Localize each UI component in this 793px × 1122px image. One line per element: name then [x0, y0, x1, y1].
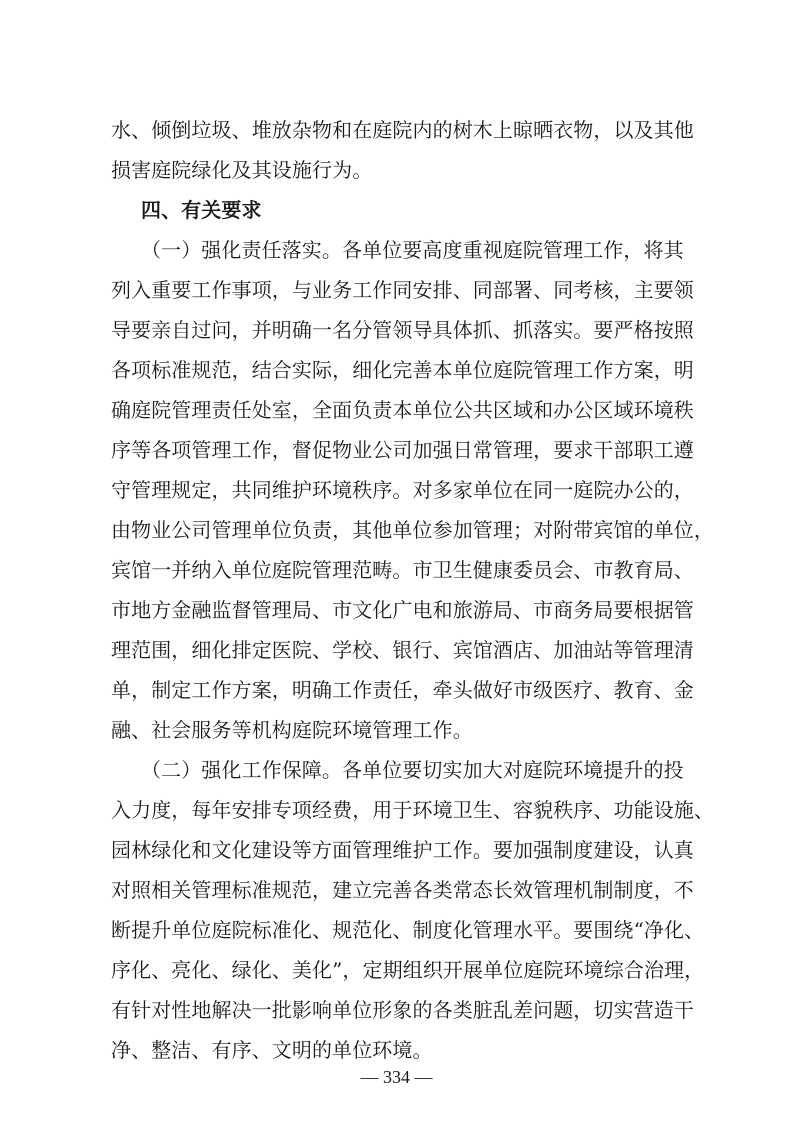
body-text-line: 净、整洁、有序、文明的单位环境。: [111, 1038, 433, 1062]
section-heading: 四、有关要求: [141, 198, 262, 222]
page-number: — 334 —: [360, 1067, 433, 1087]
body-text-line: 融、社会服务等机构庭院环境管理工作。: [111, 718, 473, 742]
body-text-line: 序等各项管理工作，督促物业公司加强日常管理，要求干部职工遵: [111, 438, 694, 462]
body-text-line: 宾馆一并纳入单位庭院管理范畴。市卫生健康委员会、市教育局、: [111, 558, 694, 582]
body-text-line: 确庭院管理责任处室，全面负责本单位公共区域和办公区域环境秩: [111, 398, 694, 422]
body-text-line: 单，制定工作方案，明确工作责任，牵头做好市级医疗、教育、金: [111, 678, 694, 702]
body-text-line: 列入重要工作事项，与业务工作同安排、同部署、同考核，主要领: [111, 278, 694, 302]
body-text-line: 有针对性地解决一批影响单位形象的各类脏乱差问题，切实营造干: [111, 998, 694, 1022]
body-text-line: 断提升单位庭院标准化、规范化、制度化管理水平。要围绕“净化、: [111, 918, 705, 942]
body-text-line: 守管理规定，共同维护环境秩序。对多家单位在同一庭院办公的，: [111, 478, 694, 502]
body-text-line: 理范围，细化排定医院、学校、银行、宾馆酒店、加油站等管理清: [111, 638, 694, 662]
paragraph-2-first-line: （二）强化工作保障。各单位要切实加大对庭院环境提升的投: [141, 758, 684, 782]
body-text-line: 由物业公司管理单位负责，其他单位参加管理；对附带宾馆的单位，: [111, 518, 714, 542]
body-text-line: 损害庭院绿化及其设施行为。: [111, 158, 373, 182]
paragraph-1-first-line: （一）强化责任落实。各单位要高度重视庭院管理工作，将其: [141, 238, 684, 262]
body-text-line: 市地方金融监督管理局、市文化广电和旅游局、市商务局要根据管: [111, 598, 694, 622]
body-text-line: 导要亲自过问，并明确一名分管领导具体抓、抓落实。要严格按照: [111, 318, 694, 342]
body-text-line: 序化、亮化、绿化、美化”，定期组织开展单位庭院环境综合治理，: [111, 958, 705, 982]
body-text-line: 入力度，每年安排专项经费，用于环境卫生、容貌秩序、功能设施、: [111, 798, 714, 822]
body-text-line: 各项标准规范，结合实际，细化完善本单位庭院管理工作方案，明: [111, 358, 694, 382]
body-text-line: 园林绿化和文化建设等方面管理维护工作。要加强制度建设，认真: [111, 838, 694, 862]
body-text-line: 对照相关管理标准规范，建立完善各类常态长效管理机制制度，不: [111, 878, 694, 902]
body-text-line: 水、倾倒垃圾、堆放杂物和在庭院内的树木上晾晒衣物，以及其他: [111, 118, 694, 142]
